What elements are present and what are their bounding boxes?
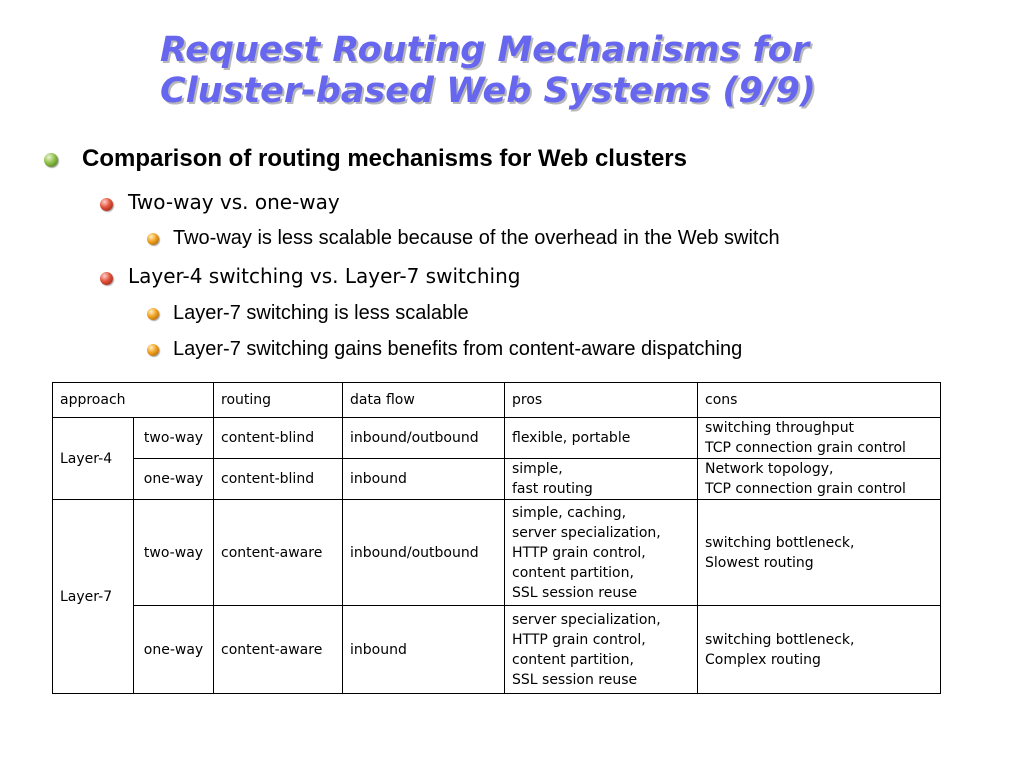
- bullet-main: Comparison of routing mechanisms for Web clusters: [82, 145, 687, 172]
- pros-line: flexible, portable: [512, 430, 631, 446]
- bullet-red-icon: [100, 198, 113, 211]
- cons-line: Slowest routing: [705, 554, 814, 571]
- pros-cell: [505, 606, 698, 694]
- cons-cell: [698, 606, 941, 694]
- cons-cell: [698, 459, 941, 500]
- bullet-orange-icon: [147, 344, 159, 356]
- routing-cell: content-aware: [214, 606, 343, 694]
- flow-cell: inbound/outbound: [343, 418, 505, 459]
- pros-line: server specialization,: [512, 611, 661, 628]
- flow-cell: inbound/outbound: [343, 500, 505, 606]
- way-cell: one-way: [134, 459, 214, 500]
- table-row: [53, 500, 941, 606]
- slide-title-line-1: Request Routing Mechanisms for: [160, 30, 810, 70]
- bullet-green-icon: [44, 153, 58, 167]
- cons-cell: [698, 500, 941, 606]
- pros-line: content partition,: [512, 564, 634, 581]
- cons-line: TCP connection grain control: [705, 481, 906, 497]
- pros-line: simple,: [512, 461, 563, 477]
- approach-cell: Layer-4: [53, 418, 134, 500]
- bullet-red-icon: [100, 272, 113, 285]
- bullet-layer7-benefits: Layer-7 switching gains benefits from content-aware dispatching: [173, 338, 743, 360]
- table-row: [53, 606, 941, 694]
- routing-cell: content-blind: [214, 459, 343, 500]
- cons-line: Complex routing: [705, 651, 821, 668]
- flow-cell: inbound: [343, 459, 505, 500]
- comparison-table: [52, 382, 941, 694]
- header-pros: pros: [505, 383, 698, 418]
- routing-cell: content-aware: [214, 500, 343, 606]
- cons-line: switching throughput: [705, 420, 855, 436]
- cons-line: switching bottleneck,: [705, 631, 855, 648]
- table-header-row: [53, 383, 941, 418]
- cons-cell: [698, 418, 941, 459]
- bullet-sub-layer-switching: Layer-4 switching vs. Layer-7 switching: [128, 264, 521, 288]
- cons-line: Network topology,: [705, 461, 834, 477]
- pros-line: SSL session reuse: [512, 584, 638, 601]
- cons-line: switching bottleneck,: [705, 534, 855, 551]
- way-cell: one-way: [134, 606, 214, 694]
- pros-line: server specialization,: [512, 524, 661, 541]
- table-row: [53, 459, 941, 500]
- slide-title: [160, 30, 816, 112]
- bullet-two-way-scalability: Two-way is less scalable because of the overhead in the Web switch: [173, 227, 780, 249]
- routing-cell: content-blind: [214, 418, 343, 459]
- pros-line: content partition,: [512, 651, 634, 668]
- pros-line: HTTP grain control,: [512, 544, 646, 561]
- pros-cell: [505, 459, 698, 500]
- pros-line: fast routing: [512, 481, 593, 497]
- header-cons: cons: [698, 383, 941, 418]
- way-cell: two-way: [134, 418, 214, 459]
- bullet-layer7-scalability: Layer-7 switching is less scalable: [173, 302, 469, 324]
- cons-line: TCP connection grain control: [705, 440, 906, 456]
- bullet-orange-icon: [147, 233, 159, 245]
- bullet-sub-two-way: Two-way vs. one-way: [128, 190, 340, 214]
- pros-line: simple, caching,: [512, 504, 627, 521]
- slide-title-line-2: Cluster-based Web Systems (9/9): [160, 71, 816, 111]
- way-cell: two-way: [134, 500, 214, 606]
- pros-cell: [505, 418, 698, 459]
- header-approach: approach: [53, 383, 214, 418]
- bullet-orange-icon: [147, 308, 159, 320]
- flow-cell: inbound: [343, 606, 505, 694]
- header-routing: routing: [214, 383, 343, 418]
- pros-line: SSL session reuse: [512, 671, 638, 688]
- pros-line: HTTP grain control,: [512, 631, 646, 648]
- header-data-flow: data flow: [343, 383, 505, 418]
- approach-cell: Layer-7: [53, 500, 134, 694]
- pros-cell: [505, 500, 698, 606]
- table-row: [53, 418, 941, 459]
